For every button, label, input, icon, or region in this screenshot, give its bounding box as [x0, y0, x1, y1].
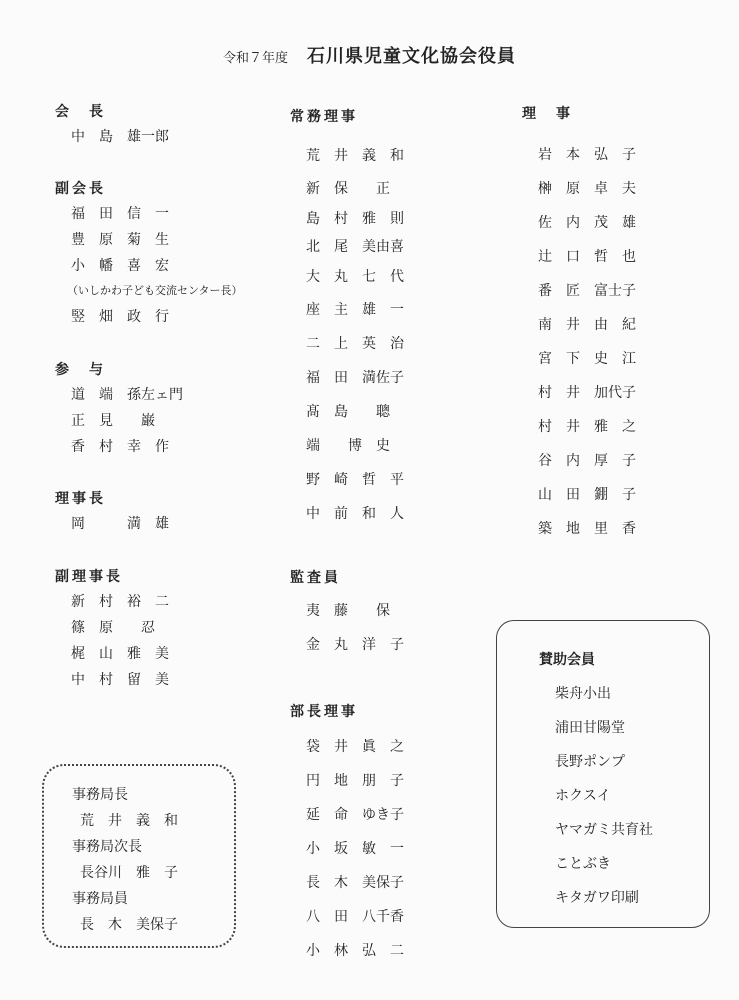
member-name: 福 田 満佐子 [306, 370, 404, 386]
member-name: 村 井 雅 之 [538, 419, 636, 435]
office-name: 長 木 美保子 [80, 917, 178, 933]
member-name: 築 地 里 香 [538, 521, 636, 537]
page-header [0, 42, 739, 68]
member-name: 長 木 美保子 [306, 875, 404, 891]
member-name: 村 井 加代子 [538, 385, 636, 401]
member-name: 竪 畑 政 行 [71, 309, 169, 325]
member-name: 新 村 裕 二 [71, 594, 169, 610]
member-name: 岡 満 雄 [71, 516, 169, 532]
section-rijicho [55, 487, 275, 537]
member-name: 宮 下 史 江 [538, 351, 636, 367]
member-name: 北 尾 美由喜 [306, 239, 404, 255]
member-name: 辻 口 哲 也 [538, 249, 636, 265]
member-name: 谷 内 厚 子 [538, 453, 636, 469]
section-kansa [290, 566, 490, 662]
member-name: 荒 井 義 和 [306, 148, 404, 164]
member-name: 福 田 信 一 [71, 206, 169, 222]
sponsor-name: ホクスイ [555, 788, 611, 804]
member-name: 中 前 和 人 [306, 506, 404, 522]
member-name: 小 坂 敏 一 [306, 841, 404, 857]
section-fukurijicho [55, 565, 275, 693]
member-name: 夷 藤 保 [306, 603, 390, 619]
sponsor-name: ヤマガミ共育社 [555, 822, 653, 838]
member-name: 小 幡 喜 宏 [71, 258, 169, 274]
member-name: 金 丸 洋 子 [306, 637, 404, 653]
section-fukukaicho [55, 177, 275, 331]
section-jomu [290, 105, 490, 531]
member-name: 八 田 八千香 [306, 909, 404, 925]
member-name: 正 見 巌 [71, 413, 155, 429]
section-title: 副理事長 [55, 569, 123, 585]
section-title: 監査員 [290, 570, 341, 586]
section-title: 理事長 [55, 491, 106, 507]
member-name: 端 博 史 [306, 438, 390, 454]
member-name: 野 崎 哲 平 [306, 472, 404, 488]
member-name: 中 村 留 美 [71, 672, 169, 688]
sponsors-box [496, 620, 710, 928]
member-name: 豊 原 菊 生 [71, 232, 169, 248]
sponsor-name: 浦田甘陽堂 [555, 720, 625, 736]
member-name: 篠 原 忍 [71, 620, 155, 636]
member-name: 二 上 英 治 [306, 336, 404, 352]
section-title: 副会長 [55, 181, 106, 197]
section-title: 常務理事 [290, 109, 358, 125]
sponsor-name: 長野ポンプ [555, 754, 625, 770]
member-name: 梶 山 雅 美 [71, 646, 169, 662]
member-name: 座 主 雄 一 [306, 302, 404, 318]
member-name: 髙 島 聰 [306, 404, 390, 420]
section-title: 部長理事 [290, 704, 358, 720]
section-bucho [290, 700, 490, 968]
member-name: 岩 本 弘 子 [538, 147, 636, 163]
member-name: 円 地 朋 子 [306, 773, 404, 789]
member-name: 榊 原 卓 夫 [538, 181, 636, 197]
member-name: 大 丸 七 代 [306, 269, 404, 285]
sponsor-name: キタガワ印刷 [555, 890, 639, 906]
member-name: 南 井 由 紀 [538, 317, 636, 333]
sponsors-title: 賛助会員 [539, 652, 595, 668]
member-name: 小 林 弘 二 [306, 943, 404, 959]
member-note: （いしかわ子ども交流センター長） [67, 284, 243, 297]
middle-column [290, 105, 490, 531]
section-title: 参 与 [55, 362, 106, 378]
middle-column-lower [290, 566, 490, 968]
section-title: 会 長 [55, 104, 106, 120]
section-sanyo [55, 358, 275, 460]
member-name: 佐 内 茂 雄 [538, 215, 636, 231]
sponsors-list [539, 643, 653, 915]
section-kaicho [55, 100, 275, 150]
member-name: 山 田 錋 子 [538, 487, 636, 503]
sponsor-name: 柴舟小出 [555, 686, 611, 702]
right-column [522, 102, 722, 546]
member-name: 袋 井 眞 之 [306, 739, 404, 755]
left-column [55, 100, 275, 693]
member-name: 延 命 ゆき子 [306, 807, 404, 823]
office-role: 事務局次長 [72, 839, 142, 855]
sponsor-name: ことぶき [555, 856, 611, 872]
section-title: 理 事 [522, 106, 573, 122]
fiscal-year: 令和７年度 [222, 51, 288, 66]
office-role: 事務局長 [72, 787, 128, 803]
section-riji [522, 102, 722, 546]
member-name: 香 村 幸 作 [71, 439, 169, 455]
office-list [72, 782, 178, 938]
member-name: 道 端 孫左ェ門 [71, 387, 183, 403]
member-name: 番 匠 富士子 [538, 283, 636, 299]
page-title: 石川県児童文化協会役員 [307, 46, 517, 67]
office-box [42, 764, 236, 948]
member-name: 島 村 雅 則 [306, 211, 404, 227]
office-name: 荒 井 義 和 [80, 813, 178, 829]
member-name: 中 島 雄一郎 [71, 129, 169, 145]
office-role: 事務局員 [72, 891, 128, 907]
member-name: 新 保 正 [306, 181, 390, 197]
office-name: 長谷川 雅 子 [80, 865, 178, 881]
